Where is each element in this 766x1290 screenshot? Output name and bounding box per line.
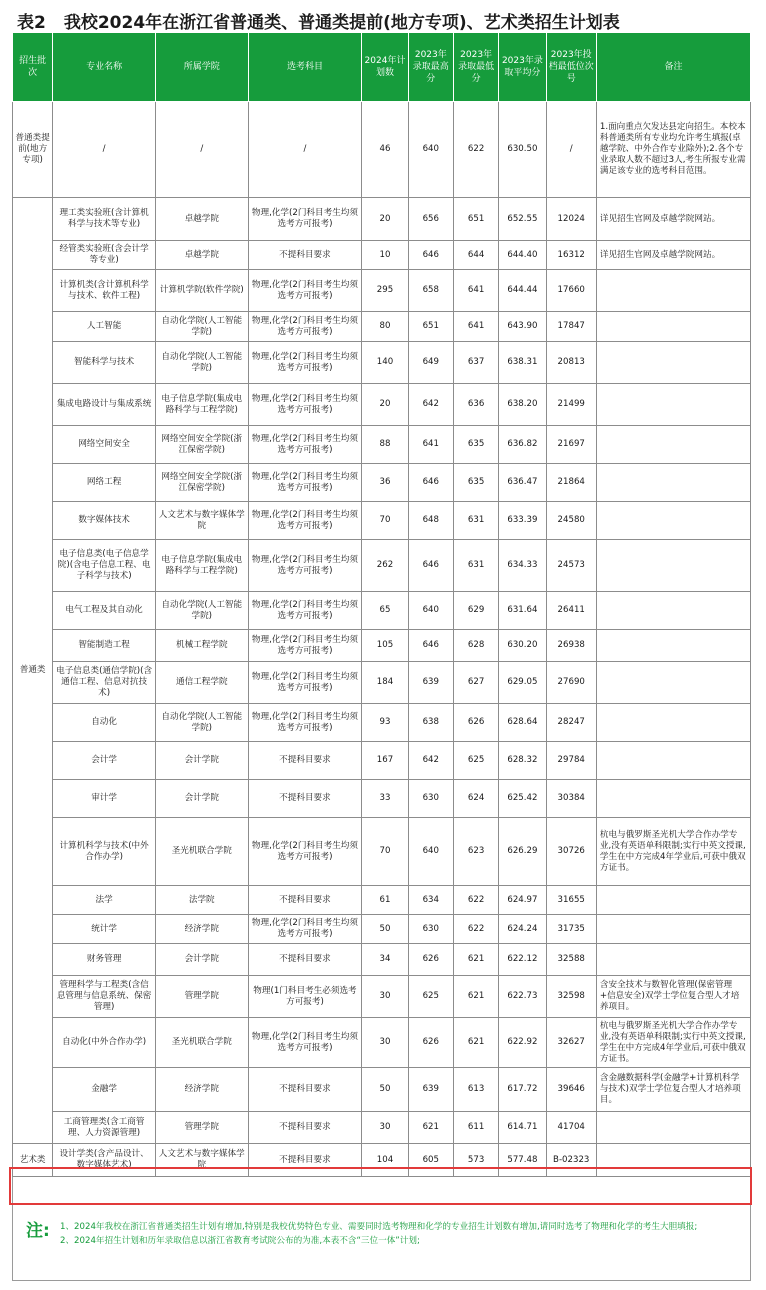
note-cell: 杭电与俄罗斯圣光机大学合作办学专业,没有英语单科限制;实行中英文授课,学生在中方完成4年学业后,可获中俄双方证书。 [596,1018,750,1068]
rank-cell: 32627 [546,1018,596,1068]
note-cell: 杭电与俄罗斯圣光机大学合作办学专业,没有英语单科限制;实行中英文授课,学生在中方完成4年学业后,可获中俄双方证书。 [596,818,750,886]
note-cell [596,342,750,384]
table-row-art [13,1144,751,1177]
subjects-cell: 不提科目要求 [248,886,362,915]
rank-cell: 28247 [546,704,596,742]
subjects-cell: 物理,化学(2门科目考生均须选考方可报考) [248,342,362,384]
table-row [13,742,751,780]
plan-cell: 33 [362,780,408,818]
batch-cell: 艺术类 [13,1144,53,1177]
subjects-cell: 不提科目要求 [248,1112,362,1144]
plan-cell: 30 [362,976,408,1018]
subjects-cell: 物理,化学(2门科目考生均须选考方可报考) [248,198,362,241]
college-cell: 网络空间安全学院(浙江保密学院) [155,426,248,464]
col-header-rank-2023: 2023年投档最低位次号 [546,33,596,102]
note-cell [596,915,750,944]
col-header-note: 备注 [596,33,750,102]
table-caption [17,6,757,34]
college-cell: 法学院 [155,886,248,915]
table-row [13,662,751,704]
plan-cell: 20 [362,198,408,241]
note-cell [596,270,750,312]
college-cell: 电子信息学院(集成电路科学与工程学院) [155,540,248,592]
avg-cell: 628.32 [499,742,546,780]
major-cell: 集成电路设计与集成系统 [53,384,156,426]
note-cell [596,1112,750,1144]
major-cell: 工商管理类(含工商管理、人力资源管理) [53,1112,156,1144]
max-cell: 649 [408,342,453,384]
footnote-line-2: 2、2024年招生计划和历年录取信息以浙江省教育考试院公布的为准,本表不含“三位一体”计划; [60,1236,420,1246]
min-cell: 628 [453,630,498,662]
major-cell: 法学 [53,886,156,915]
batch-cell: 普通类 [13,198,53,1144]
plan-cell: 140 [362,342,408,384]
college-cell: 圣光机联合学院 [155,818,248,886]
plan-cell: 105 [362,630,408,662]
min-cell: 641 [453,312,498,342]
min-cell: 637 [453,342,498,384]
college-cell: 圣光机联合学院 [155,1018,248,1068]
avg-cell: 644.44 [499,270,546,312]
note-cell [596,704,750,742]
college-cell: 电子信息学院(集成电路科学与工程学院) [155,384,248,426]
note-cell [596,592,750,630]
college-cell: 会计学院 [155,780,248,818]
avg-cell: 652.55 [499,198,546,241]
max-cell: 626 [408,1018,453,1068]
subjects-cell: 物理,化学(2门科目考生均须选考方可报考) [248,426,362,464]
college-cell: 自动化学院(人工智能学院) [155,342,248,384]
table-number: 表2 [17,12,46,33]
col-header-batch: 招生批次 [13,33,53,102]
major-cell: 管理科学与工程类(含信息管理与信息系统、保密管理) [53,976,156,1018]
max-cell: 638 [408,704,453,742]
rank-cell: 16312 [546,241,596,270]
table-row [13,464,751,502]
plan-cell: 50 [362,915,408,944]
note-cell [596,502,750,540]
table-row [13,1068,751,1112]
note-cell [596,780,750,818]
max-cell: 640 [408,818,453,886]
avg-cell: 644.40 [499,241,546,270]
plan-cell: 184 [362,662,408,704]
max-cell: 605 [408,1144,453,1177]
plan-cell: 167 [362,742,408,780]
college-cell: 会计学院 [155,944,248,976]
col-header-subjects: 选考科目 [248,33,362,102]
major-cell: 网络空间安全 [53,426,156,464]
subjects-cell: 物理,化学(2门科目考生均须选考方可报考) [248,312,362,342]
max-cell: 626 [408,944,453,976]
note-cell [596,742,750,780]
major-cell: 审计学 [53,780,156,818]
major-cell: 计算机科学与技术(中外合作办学) [53,818,156,886]
min-cell: 611 [453,1112,498,1144]
min-cell: 621 [453,1018,498,1068]
table-row [13,102,751,198]
avg-cell: 624.97 [499,886,546,915]
min-cell: 631 [453,502,498,540]
note-cell [596,662,750,704]
max-cell: 640 [408,102,453,198]
subjects-cell: 不提科目要求 [248,742,362,780]
college-cell: 自动化学院(人工智能学院) [155,704,248,742]
rank-cell: 26938 [546,630,596,662]
table-row [13,704,751,742]
college-cell: 机械工程学院 [155,630,248,662]
min-cell: 627 [453,662,498,704]
avg-cell: 629.05 [499,662,546,704]
rank-cell: 21499 [546,384,596,426]
min-cell: 625 [453,742,498,780]
max-cell: 656 [408,198,453,241]
table-row [13,1018,751,1068]
major-cell: 网络工程 [53,464,156,502]
rank-cell: 24580 [546,502,596,540]
max-cell: 646 [408,630,453,662]
college-cell: 通信工程学院 [155,662,248,704]
subjects-cell: 不提科目要求 [248,1144,362,1177]
max-cell: 640 [408,592,453,630]
min-cell: 613 [453,1068,498,1112]
min-cell: 626 [453,704,498,742]
table-header-row [13,33,751,102]
footnote-lines [60,1221,750,1249]
rank-cell: 27690 [546,662,596,704]
college-cell: 经济学院 [155,1068,248,1112]
plan-cell: 30 [362,1018,408,1068]
rank-cell: 21864 [546,464,596,502]
footnote-line-1: 1、2024年我校在浙江省普通类招生计划有增加,特别是我校优势特色专业、需要同时选考物理和化学的专业招生计划数有增加,请同时选考了物理和化学的考生大胆填报; [60,1222,698,1232]
plan-cell: 88 [362,426,408,464]
avg-cell: 636.47 [499,464,546,502]
table-row [13,270,751,312]
col-header-major: 专业名称 [53,33,156,102]
major-cell: 统计学 [53,915,156,944]
avg-cell: 631.64 [499,592,546,630]
avg-cell: 625.42 [499,780,546,818]
avg-cell: 577.48 [499,1144,546,1177]
plan-cell: 46 [362,102,408,198]
note-cell [596,312,750,342]
min-cell: 622 [453,102,498,198]
avg-cell: 614.71 [499,1112,546,1144]
min-cell: 636 [453,384,498,426]
rank-cell: 31735 [546,915,596,944]
avg-cell: 617.72 [499,1068,546,1112]
subjects-cell: 物理,化学(2门科目考生均须选考方可报考) [248,592,362,630]
major-cell: 会计学 [53,742,156,780]
table-row [13,976,751,1018]
max-cell: 646 [408,540,453,592]
min-cell: 621 [453,976,498,1018]
rank-cell: 41704 [546,1112,596,1144]
major-cell: 电子信息类(通信学院)(含通信工程、信息对抗技术) [53,662,156,704]
min-cell: 651 [453,198,498,241]
college-cell: 网络空间安全学院(浙江保密学院) [155,464,248,502]
max-cell: 642 [408,742,453,780]
plan-cell: 80 [362,312,408,342]
major-cell: 经管类实验班(含会计学等专业) [53,241,156,270]
plan-cell: 70 [362,502,408,540]
subjects-cell: 不提科目要求 [248,241,362,270]
plan-cell: 93 [362,704,408,742]
table-row [13,630,751,662]
col-header-avg-2023: 2023年录取平均分 [499,33,546,102]
plan-cell: 61 [362,886,408,915]
college-cell: 经济学院 [155,915,248,944]
avg-cell: 633.39 [499,502,546,540]
plan-cell: 20 [362,384,408,426]
table-row [13,342,751,384]
major-cell: 人工智能 [53,312,156,342]
rank-cell: 17660 [546,270,596,312]
table-row [13,502,751,540]
note-cell: 含金融数据科学(金融学+计算机科学与技术)双学士学位复合型人才培养项目。 [596,1068,750,1112]
rank-cell: 32588 [546,944,596,976]
max-cell: 630 [408,780,453,818]
rank-cell: 29784 [546,742,596,780]
min-cell: 629 [453,592,498,630]
min-cell: 644 [453,241,498,270]
college-cell: 计算机学院(软件学院) [155,270,248,312]
avg-cell: 624.24 [499,915,546,944]
avg-cell: 630.20 [499,630,546,662]
note-cell [596,464,750,502]
max-cell: 651 [408,312,453,342]
plan-cell: 70 [362,818,408,886]
avg-cell: 622.12 [499,944,546,976]
subjects-cell: 不提科目要求 [248,780,362,818]
major-cell: 金融学 [53,1068,156,1112]
min-cell: 621 [453,944,498,976]
avg-cell: 636.82 [499,426,546,464]
subjects-cell: 物理,化学(2门科目考生均须选考方可报考) [248,915,362,944]
plan-cell: 30 [362,1112,408,1144]
rank-cell: 24573 [546,540,596,592]
major-cell: 自动化 [53,704,156,742]
subjects-cell: 物理,化学(2门科目考生均须选考方可报考) [248,270,362,312]
max-cell: 646 [408,464,453,502]
avg-cell: 630.50 [499,102,546,198]
table-row [13,886,751,915]
rank-cell: 30384 [546,780,596,818]
table-row [13,780,751,818]
avg-cell: 643.90 [499,312,546,342]
min-cell: 573 [453,1144,498,1177]
major-cell: 智能制造工程 [53,630,156,662]
subjects-cell: 不提科目要求 [248,944,362,976]
subjects-cell: 物理,化学(2门科目考生均须选考方可报考) [248,704,362,742]
max-cell: 630 [408,915,453,944]
subjects-cell: 不提科目要求 [248,1068,362,1112]
col-header-min-2023: 2023年录取最低分 [453,33,498,102]
rank-cell: 30726 [546,818,596,886]
college-cell: / [155,102,248,198]
major-cell: 设计学类(含产品设计、数字媒体艺术) [53,1144,156,1177]
major-cell: 理工类实验班(含计算机科学与技术等专业) [53,198,156,241]
max-cell: 658 [408,270,453,312]
avg-cell: 622.73 [499,976,546,1018]
table-row [13,198,751,241]
major-cell: 自动化(中外合作办学) [53,1018,156,1068]
plan-cell: 104 [362,1144,408,1177]
major-cell: 智能科学与技术 [53,342,156,384]
min-cell: 623 [453,818,498,886]
subjects-cell: 物理,化学(2门科目考生均须选考方可报考) [248,540,362,592]
college-cell: 管理学院 [155,1112,248,1144]
rank-cell: 17847 [546,312,596,342]
note-cell [596,630,750,662]
major-cell: 财务管理 [53,944,156,976]
college-cell: 自动化学院(人工智能学院) [155,592,248,630]
min-cell: 631 [453,540,498,592]
avg-cell: 638.31 [499,342,546,384]
rank-cell: 12024 [546,198,596,241]
plan-cell: 10 [362,241,408,270]
rank-cell: 20813 [546,342,596,384]
subjects-cell: 物理,化学(2门科目考生均须选考方可报考) [248,630,362,662]
college-cell: 卓越学院 [155,241,248,270]
avg-cell: 622.92 [499,1018,546,1068]
note-cell: 1.面向重点欠发达县定向招生。本校本科普通类所有专业均允许考生填报(卓越学院、中外合作专业除外);2.各个专业录取人数不超过3人,考生所报专业需满足该专业的选考科目范围。 [596,102,750,198]
rank-cell: / [546,102,596,198]
note-cell: 含安全技术与数智化管理(保密管理+信息安全)双学士学位复合型人才培养项目。 [596,976,750,1018]
plan-cell: 36 [362,464,408,502]
table-row [13,241,751,270]
major-cell: 电气工程及其自动化 [53,592,156,630]
max-cell: 641 [408,426,453,464]
table-row [13,384,751,426]
subjects-cell: 物理,化学(2门科目考生均须选考方可报考) [248,464,362,502]
avg-cell: 634.33 [499,540,546,592]
note-cell [596,426,750,464]
max-cell: 625 [408,976,453,1018]
table-body [13,102,751,1177]
college-cell: 自动化学院(人工智能学院) [155,312,248,342]
college-cell: 会计学院 [155,742,248,780]
batch-cell: 普通类提前(地方专项) [13,102,53,198]
min-cell: 635 [453,464,498,502]
major-cell: 数字媒体技术 [53,502,156,540]
subjects-cell: 物理,化学(2门科目考生均须选考方可报考) [248,662,362,704]
note-cell [596,540,750,592]
max-cell: 621 [408,1112,453,1144]
college-cell: 人文艺术与数字媒体学院 [155,502,248,540]
table-row [13,915,751,944]
subjects-cell: / [248,102,362,198]
col-header-college: 所属学院 [155,33,248,102]
plan-cell: 295 [362,270,408,312]
min-cell: 622 [453,915,498,944]
table-row [13,426,751,464]
college-cell: 卓越学院 [155,198,248,241]
table-row [13,818,751,886]
note-cell [596,1144,750,1177]
max-cell: 642 [408,384,453,426]
college-cell: 管理学院 [155,976,248,1018]
max-cell: 639 [408,662,453,704]
table-row [13,592,751,630]
max-cell: 639 [408,1068,453,1112]
max-cell: 648 [408,502,453,540]
min-cell: 624 [453,780,498,818]
max-cell: 634 [408,886,453,915]
table-row [13,1112,751,1144]
subjects-cell: 物理,化学(2门科目考生均须选考方可报考) [248,1018,362,1068]
major-cell: / [53,102,156,198]
note-cell [596,944,750,976]
plan-cell: 34 [362,944,408,976]
table-title: 我校2024年在浙江省普通类、普通类提前(地方专项)、艺术类招生计划表 [63,12,620,33]
table-row [13,540,751,592]
subjects-cell: 物理(1门科目考生必须选考方可报考) [248,976,362,1018]
col-header-max-2023: 2023年录取最高分 [408,33,453,102]
min-cell: 622 [453,886,498,915]
note-cell [596,384,750,426]
plan-cell: 262 [362,540,408,592]
rank-cell: 26411 [546,592,596,630]
college-cell: 人文艺术与数字媒体学院 [155,1144,248,1177]
subjects-cell: 物理,化学(2门科目考生均须选考方可报考) [248,502,362,540]
plan-cell: 65 [362,592,408,630]
rank-cell: 39646 [546,1068,596,1112]
rank-cell: 32598 [546,976,596,1018]
rank-cell: B-02323 [546,1144,596,1177]
major-cell: 计算机类(含计算机科学与技术、软件工程) [53,270,156,312]
note-cell [596,886,750,915]
avg-cell: 626.29 [499,818,546,886]
subjects-cell: 物理,化学(2门科目考生均须选考方可报考) [248,384,362,426]
col-header-plan-2024: 2024年计划数 [362,33,408,102]
table-row [13,312,751,342]
major-cell: 电子信息类(电子信息学院)(含电子信息工程、电子科学与技术) [53,540,156,592]
min-cell: 641 [453,270,498,312]
note-cell: 详见招生官网及卓越学院网站。 [596,198,750,241]
enrollment-plan-table [12,32,751,1177]
footnote-label: 注: [26,1221,50,1241]
note-cell: 详见招生官网及卓越学院网站。 [596,241,750,270]
avg-cell: 628.64 [499,704,546,742]
table-row [13,944,751,976]
subjects-cell: 物理,化学(2门科目考生均须选考方可报考) [248,818,362,886]
avg-cell: 638.20 [499,384,546,426]
max-cell: 646 [408,241,453,270]
plan-cell: 50 [362,1068,408,1112]
rank-cell: 21697 [546,426,596,464]
min-cell: 635 [453,426,498,464]
rank-cell: 31655 [546,886,596,915]
